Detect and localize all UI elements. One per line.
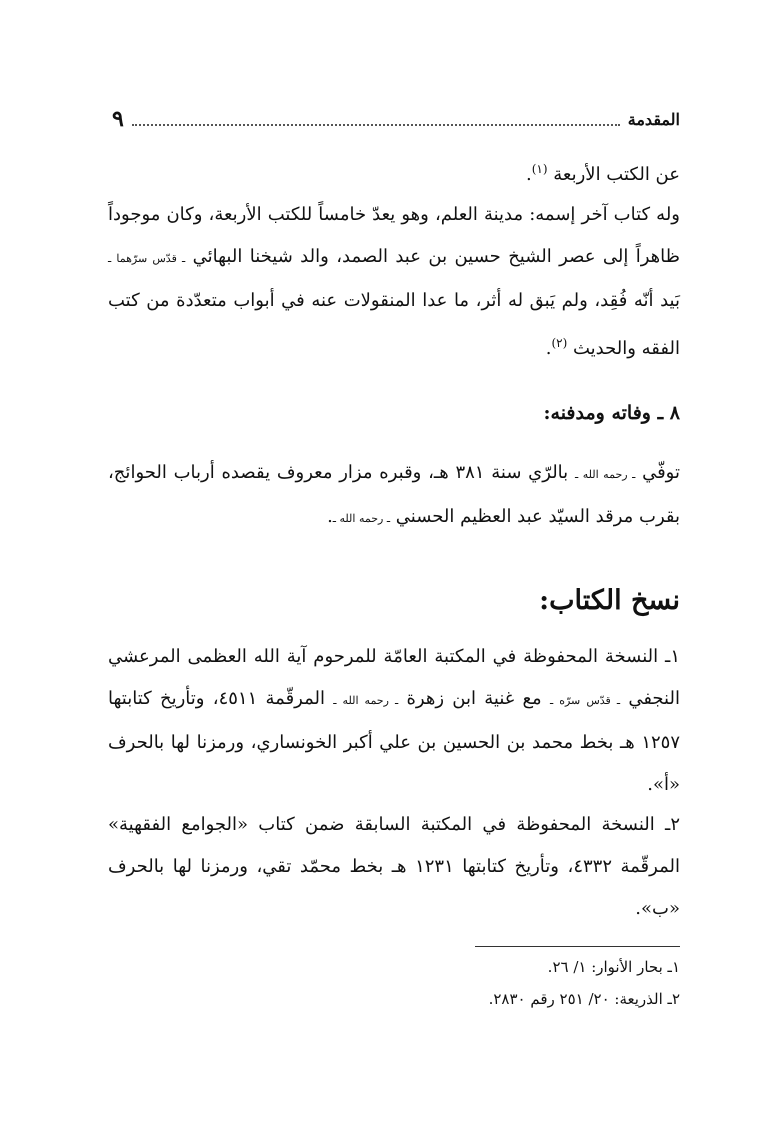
header-dotted-leader: [132, 112, 620, 126]
manuscript-item-2: ٢ـ النسخة المحفوظة في المكتبة السابقة ضمن كتاب «الجوامع الفقهية» المرقّمة ٤٣٣٢، وتأريخ كتابتها ١٢٣١ هـ بخط محمّد تقي، ورمزنا لها بالحرف «ب».: [108, 814, 680, 919]
running-title: المقدمة: [627, 109, 680, 129]
page-number: ٩: [112, 106, 124, 132]
running-header: [112, 104, 680, 134]
footnote-1: ١ـ بحار الأنوار: ١/ ٢٦.: [547, 958, 680, 976]
paragraph-3: توفّي ـ رحمه الله ـ بالرّي سنة ٣٨١ هـ، وقبره مزار معروف يقصده أرباب الحوائج، بقرب مرقد السيّد عبد العظيم الحسني ـ رحمه الله ـ.: [108, 462, 680, 527]
section-heading-manuscripts: نسخ الكتاب:: [539, 585, 680, 616]
footnote-divider: [475, 946, 680, 947]
section-heading-death-burial: ٨ ـ وفاته ومدفنه:: [543, 402, 680, 424]
footnote-ref-1: (١): [531, 162, 548, 176]
paragraph-1: عن الكتب الأربعة $^{(١)}$.: [525, 162, 680, 185]
manuscript-item-1: ١ـ النسخة المحفوظة في المكتبة العامّة للمرحوم آية الله العظمى المرعشي النجفي ـ قدّس سرّه ـ مع غنية ابن زهرة ـ رحمه الله ـ المرقّمة ٤٥١١، وتأريخ كتابتها ١٢٥٧ هـ بخط محمد بن الحسين بن علي أكبر الخونساري، ورمزنا لها بالحرف «أ».: [108, 646, 680, 795]
paragraph-2: وله كتاب آخر إسمه: مدينة العلم، وهو يعدّ خامساً للكتب الأربعة، وكان موجوداً ظاهراً إلى عصر الشيخ حسين بن عبد الصمد، والد شيخنا البهائي ـ قدّس سرّهما ـ بَيد أنّه فُقِد، ولم يَبق له أثر، ما عدا المنقولات عنه في أبواب متعدّدة من كتب الفقه والحديث $^{(٢)}$.: [108, 204, 680, 359]
footnote-2: ٢ـ الذريعة: ٢٠/ ٢٥١ رقم ٢٨٣٠.: [488, 990, 680, 1008]
footnote-ref-2: (٢): [551, 336, 568, 350]
